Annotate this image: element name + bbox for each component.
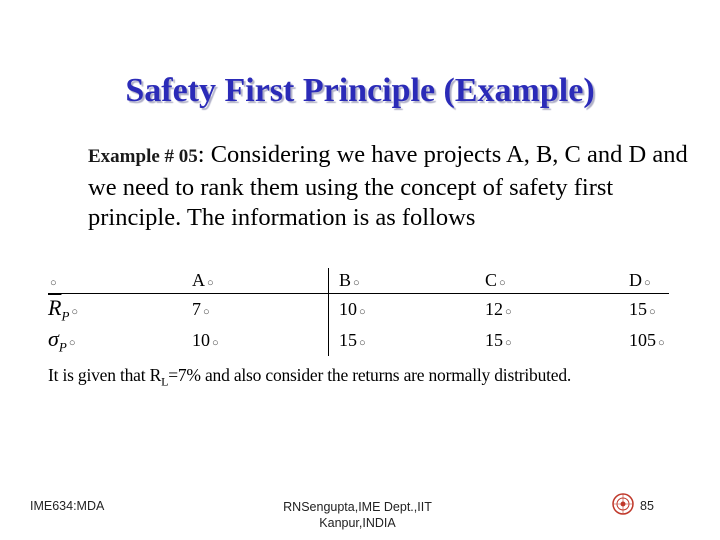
slide-title: Safety First Principle (Example) [125, 72, 595, 109]
table-cell: 10 ○ [192, 330, 219, 350]
table-header-row [48, 268, 669, 294]
expected-return-symbol: $\overline{R}_P$ ○ [48, 294, 79, 324]
table-cell: 7 ○ [192, 299, 210, 319]
example-paragraph [88, 140, 688, 234]
table-row [48, 325, 669, 356]
table-header-cell: D ○ [629, 268, 669, 294]
example-text: Considering we have projects A, B, C and D and we need to rank them using the concept of safety first principle. The information is as follows [88, 141, 688, 231]
example-label: Example # 05 [88, 146, 198, 167]
footer-author: RNSengupta,IME Dept.,IIT Kanpur,INDIA [283, 500, 432, 530]
table-cell: 15 ○ [629, 299, 656, 319]
table-cell: 15 ○ [329, 325, 486, 356]
table-cell: 105 ○ [629, 330, 665, 350]
given-note: It is given that $R_L=7\%$ and also consider the returns are normally distributed. [48, 365, 572, 389]
page-number: 85 [640, 499, 654, 513]
table-header-cell: A ○ [192, 268, 329, 294]
table-cell: 10 ○ [329, 294, 486, 326]
table-row [48, 294, 669, 326]
iit-kanpur-logo-icon [612, 493, 634, 515]
table-header-cell: B ○ [329, 268, 486, 294]
table-cell: 12 ○ [485, 299, 512, 319]
table-cell: 15 ○ [485, 330, 512, 350]
footer-course: IME634:MDA [30, 499, 105, 513]
table-header-cell: ○ [48, 268, 192, 294]
example-separator: : [197, 141, 205, 168]
std-dev-symbol: $\sigma_P$ ○ [48, 325, 76, 355]
table-header-cell: C ○ [485, 268, 629, 294]
project-info-table [48, 268, 669, 356]
